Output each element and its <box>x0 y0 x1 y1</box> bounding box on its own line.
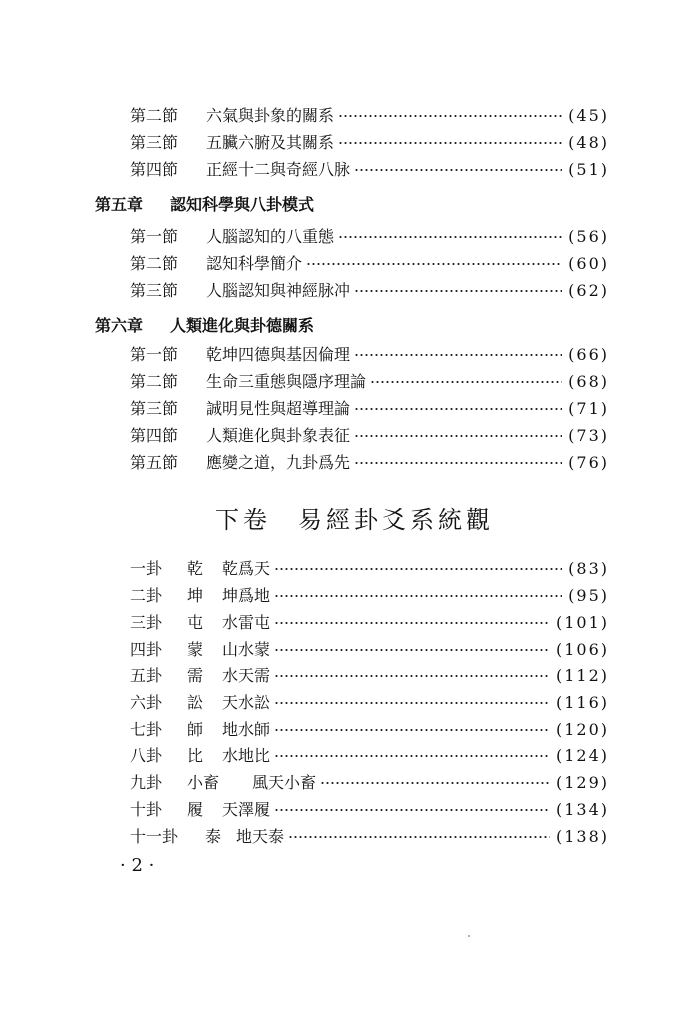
section-label: 第五節 <box>130 453 179 472</box>
dot-leader <box>354 168 562 172</box>
hexagram-page: (106) <box>555 640 609 659</box>
hexagram-number: 八卦 <box>130 746 163 765</box>
hexagram-title: 天水訟 <box>222 693 271 712</box>
toc-hexagram-entry <box>0 743 697 769</box>
chapter-label: 第五章 <box>95 195 144 214</box>
section-label: 第二節 <box>130 106 179 125</box>
dot-leader <box>370 380 562 384</box>
toc-section-entry <box>0 450 697 476</box>
hexagram-number: 四卦 <box>130 640 163 659</box>
dot-leader <box>274 674 550 678</box>
section-title: 人類進化與卦象表征 <box>206 426 351 445</box>
volume-label: 下卷 <box>215 506 271 534</box>
section-label: 第三節 <box>130 133 179 152</box>
hexagram-page: (116) <box>555 693 609 712</box>
section-title: 乾坤四德與基因倫理 <box>206 345 351 364</box>
hexagram-number: 二卦 <box>130 586 163 605</box>
section-label: 第二節 <box>130 254 179 273</box>
section-title: 應變之道，九卦爲先 <box>206 453 351 472</box>
section-page: (48) <box>568 133 609 152</box>
section-page: (62) <box>568 281 609 300</box>
toc-hexagram-entry <box>0 610 697 636</box>
toc-hexagram-entry <box>0 663 697 689</box>
hexagram-number: 五卦 <box>130 666 163 685</box>
dot-leader <box>320 781 550 785</box>
toc-hexagram-entry <box>0 770 697 796</box>
volume-title: 易經卦爻系統觀 <box>298 506 494 534</box>
toc-section-entry <box>0 396 697 422</box>
section-label: 第四節 <box>130 426 179 445</box>
hexagram-name: 履 <box>187 800 204 819</box>
dot-leader <box>274 594 562 598</box>
hexagram-name: 乾 <box>187 559 204 578</box>
volume-heading <box>0 500 697 540</box>
hexagram-number: 六卦 <box>130 693 163 712</box>
hexagram-page: (83) <box>568 559 609 578</box>
hexagram-name: 泰 <box>205 827 222 846</box>
hexagram-number: 九卦 <box>130 773 163 792</box>
section-page: (71) <box>568 399 609 418</box>
hexagram-title: 水天需 <box>222 666 271 685</box>
chapter-label: 第六章 <box>95 316 144 335</box>
section-label: 第二節 <box>130 372 179 391</box>
hexagram-page: (134) <box>555 800 609 819</box>
toc-section-entry <box>0 369 697 395</box>
hexagram-page: (120) <box>555 720 609 739</box>
hexagram-page: (95) <box>568 586 609 605</box>
hexagram-title: 乾爲天 <box>222 559 271 578</box>
dot-leader <box>288 835 550 839</box>
toc-section-entry <box>0 342 697 368</box>
hexagram-name: 屯 <box>187 613 204 632</box>
dot-leader <box>274 567 562 571</box>
dot-leader <box>354 434 562 438</box>
dot-leader <box>338 235 562 239</box>
section-label: 第三節 <box>130 399 179 418</box>
section-page: (51) <box>568 160 609 179</box>
hexagram-name: 小畜 <box>187 773 220 792</box>
hexagram-page: (138) <box>555 827 609 846</box>
hexagram-page: (129) <box>555 773 609 792</box>
section-label: 第一節 <box>130 227 179 246</box>
section-label: 第一節 <box>130 345 179 364</box>
hexagram-name: 需 <box>187 666 204 685</box>
toc-hexagram-entry <box>0 583 697 609</box>
hexagram-number: 三卦 <box>130 613 163 632</box>
dot-leader <box>354 461 562 465</box>
toc-chapter-heading <box>0 192 697 218</box>
section-page: (60) <box>568 254 609 273</box>
hexagram-number: 一卦 <box>130 559 163 578</box>
hexagram-name: 師 <box>187 720 204 739</box>
section-label: 第四節 <box>130 160 179 179</box>
hexagram-title: 水地比 <box>222 746 271 765</box>
toc-hexagram-entry <box>0 717 697 743</box>
hexagram-title: 坤爲地 <box>222 586 271 605</box>
toc-chapter-heading <box>0 313 697 339</box>
section-page: (73) <box>568 426 609 445</box>
dot-leader <box>354 407 562 411</box>
hexagram-number: 十一卦 <box>130 827 179 846</box>
scan-speck <box>468 935 470 937</box>
hexagram-number: 七卦 <box>130 720 163 739</box>
toc-section-entry <box>0 278 697 304</box>
section-title: 認知科學簡介 <box>206 254 303 273</box>
section-title: 生命三重態與隱序理論 <box>206 372 367 391</box>
hexagram-page: (101) <box>555 613 609 632</box>
section-title: 五臟六腑及其關系 <box>206 133 335 152</box>
hexagram-title: 地天泰 <box>236 827 285 846</box>
section-page: (68) <box>568 372 609 391</box>
hexagram-title: 風天小畜 <box>252 773 317 792</box>
hexagram-name: 坤 <box>187 586 204 605</box>
dot-leader <box>354 289 562 293</box>
hexagram-page: (124) <box>555 746 609 765</box>
toc-hexagram-entry <box>0 556 697 582</box>
dot-leader <box>354 353 562 357</box>
section-title: 六氣與卦象的關系 <box>206 106 335 125</box>
toc-section-entry <box>0 423 697 449</box>
hexagram-title: 水雷屯 <box>222 613 271 632</box>
section-title: 人腦認知與神經脉冲 <box>206 281 351 300</box>
hexagram-name: 蒙 <box>187 640 204 659</box>
dot-leader <box>274 621 550 625</box>
toc-section-entry <box>0 103 697 129</box>
hexagram-number: 十卦 <box>130 800 163 819</box>
chapter-title: 人類進化與卦德關系 <box>170 316 315 335</box>
section-page: (66) <box>568 345 609 364</box>
toc-section-entry <box>0 224 697 250</box>
chapter-title: 認知科學與八卦模式 <box>170 195 315 214</box>
dot-leader <box>274 648 550 652</box>
toc-section-entry <box>0 157 697 183</box>
toc-hexagram-entry <box>0 690 697 716</box>
section-title: 誠明見性與超導理論 <box>206 399 351 418</box>
hexagram-name: 比 <box>187 746 204 765</box>
hexagram-title: 地水師 <box>222 720 271 739</box>
section-title: 人腦認知的八重態 <box>206 227 335 246</box>
dot-leader <box>338 114 562 118</box>
hexagram-title: 山水蒙 <box>222 640 271 659</box>
dot-leader <box>274 754 550 758</box>
hexagram-name: 訟 <box>187 693 204 712</box>
section-page: (76) <box>568 453 609 472</box>
dot-leader <box>274 808 550 812</box>
section-page: (45) <box>568 106 609 125</box>
toc-section-entry <box>0 251 697 277</box>
section-label: 第三節 <box>130 281 179 300</box>
page-number: · 2 · <box>120 855 155 876</box>
section-page: (56) <box>568 227 609 246</box>
dot-leader <box>274 701 550 705</box>
dot-leader <box>338 141 562 145</box>
section-title: 正經十二與奇經八脉 <box>206 160 351 179</box>
toc-hexagram-entry <box>0 637 697 663</box>
dot-leader <box>306 262 562 266</box>
toc-hexagram-entry <box>0 824 697 850</box>
toc-hexagram-entry <box>0 797 697 823</box>
toc-section-entry <box>0 130 697 156</box>
hexagram-page: (112) <box>555 666 609 685</box>
hexagram-title: 天澤履 <box>222 800 271 819</box>
dot-leader <box>274 728 550 732</box>
